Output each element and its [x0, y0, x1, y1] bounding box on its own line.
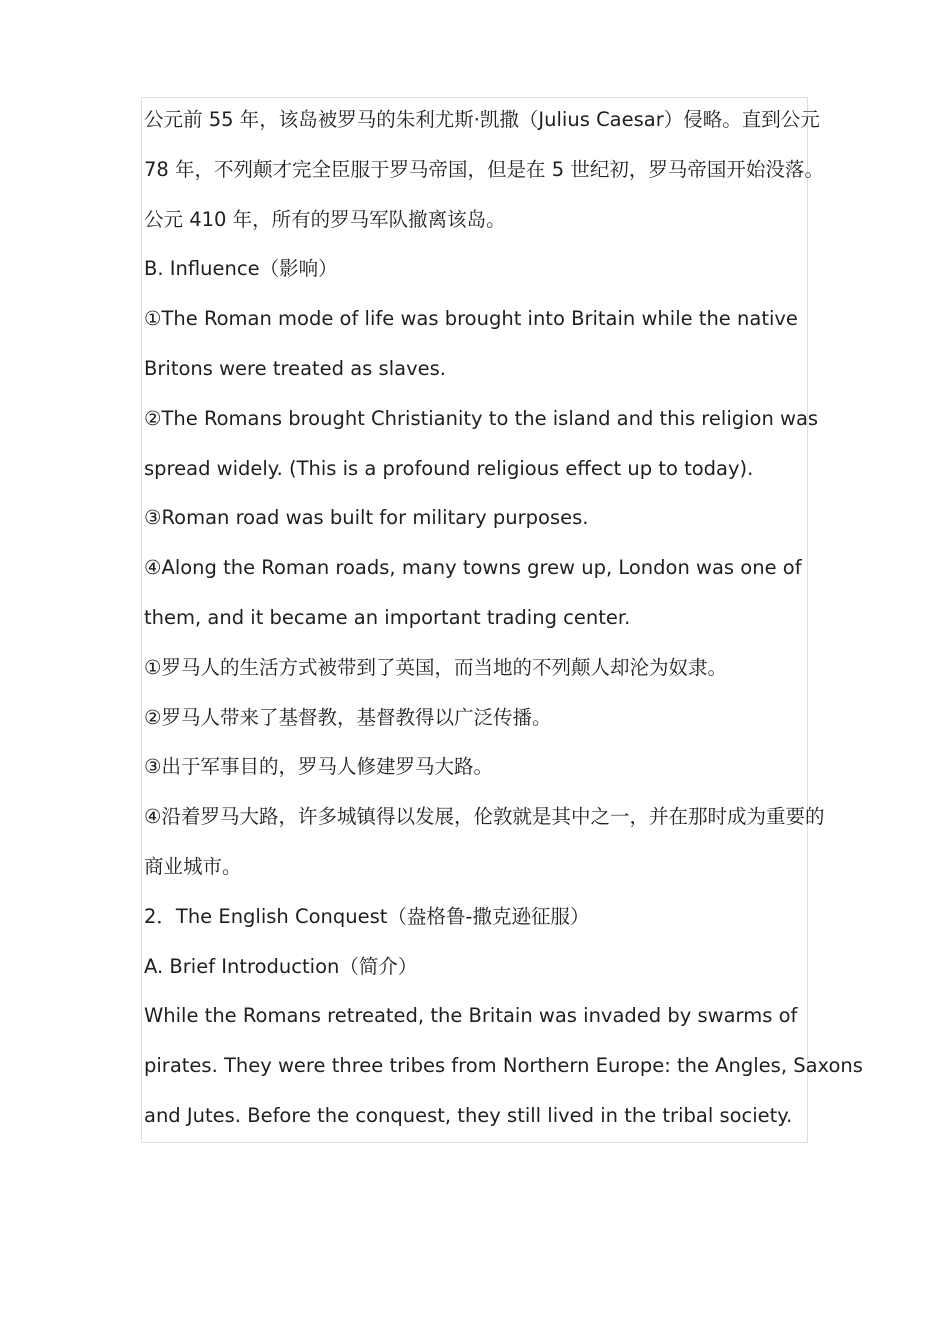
text-line: them, and it became an important trading center.: [144, 605, 631, 629]
text-line: ④沿着罗马大路，许多城镇得以发展，伦敦就是其中之一，并在那时成为重要的: [144, 805, 825, 829]
text-line: 公元前 55 年，该岛被罗马的朱利尤斯·凯撒（Julius Caesar）侵略。直到公元: [144, 108, 820, 131]
text-line: ③出于军事目的，罗马人修建罗马大路。: [144, 755, 493, 779]
text-line: ④Along the Roman roads, many towns grew up, London was one of: [144, 556, 802, 580]
text-line: ③Roman road was built for military purposes.: [144, 506, 589, 530]
text-line: 78 年，不列颠才完全臣服于罗马帝国，但是在 5 世纪初，罗马帝国开始没落。: [144, 157, 824, 181]
text-line: ①The Roman mode of life was brought into Britain while the native: [144, 307, 798, 331]
text-line: spread widely. (This is a profound religious effect up to today).: [144, 456, 754, 480]
text-line: 商业城市。: [144, 854, 242, 878]
text-line: 公元 410 年，所有的罗马军队撤离该岛。: [144, 207, 506, 231]
text-line: Britons were treated as slaves.: [144, 356, 446, 380]
text-line: pirates. They were three tribes from Northern Europe: the Angles, Saxons: [144, 1054, 863, 1078]
section-heading: B. Influence（影响）: [144, 257, 338, 281]
text-line: ①罗马人的生活方式被带到了英国，而当地的不列颠人却沦为奴隶。: [144, 655, 727, 679]
section-heading: 2．The English Conquest（盎格鲁-撒克逊征服）: [144, 904, 590, 928]
text-line: ②The Romans brought Christianity to the island and this religion was: [144, 406, 819, 430]
section-heading: A. Brief Introduction（简介）: [144, 954, 418, 978]
text-line: While the Romans retreated, the Britain was invaded by swarms of: [144, 1004, 798, 1028]
document-body: [144, 95, 863, 1141]
text-line: ②罗马人带来了基督教，基督教得以广泛传播。: [144, 705, 552, 729]
text-line: and Jutes. Before the conquest, they still lived in the tribal society.: [144, 1103, 793, 1127]
